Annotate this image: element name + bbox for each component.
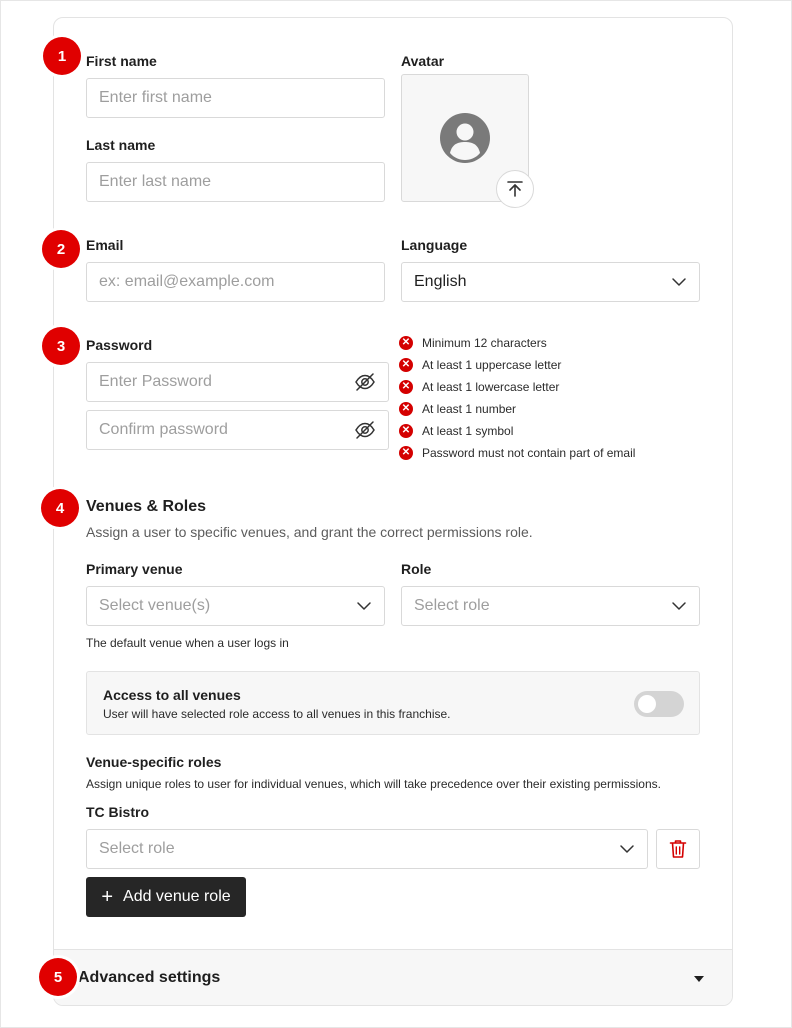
add-venue-role-label: Add venue role [123, 888, 231, 905]
chevron-down-icon [671, 598, 687, 614]
caret-down-icon [693, 974, 705, 984]
access-all-toggle[interactable] [634, 691, 684, 717]
access-all-desc: User will have selected role access to all venues in this franchise. [103, 707, 451, 721]
primary-venue-placeholder: Select venue(s) [99, 597, 211, 614]
last-name-input[interactable] [86, 162, 385, 202]
password-rule-text: At least 1 uppercase letter [422, 358, 562, 372]
step-badge-3: 3 [42, 327, 80, 365]
email-placeholder: ex: email@example.com [99, 273, 275, 290]
upload-avatar-button[interactable] [496, 170, 534, 208]
password-label: Password [86, 337, 153, 353]
password-rule [399, 380, 559, 394]
access-all-title: Access to all venues [103, 687, 241, 703]
avatar-label: Avatar [401, 53, 445, 69]
step-badge-5: 5 [39, 958, 77, 996]
step-badge-1: 1 [43, 37, 81, 75]
step-badge-4: 4 [41, 489, 79, 527]
venues-subtitle: Assign a user to specific venues, and grant the correct permissions role. [86, 524, 533, 540]
upload-icon [506, 180, 524, 198]
password-rule [399, 358, 561, 372]
password-rule [399, 402, 516, 416]
password-rule [399, 424, 513, 438]
error-x-icon: ✕ [399, 424, 413, 438]
advanced-settings-title: Advanced settings [78, 969, 221, 986]
language-select[interactable] [401, 262, 700, 302]
trash-icon [669, 839, 687, 859]
eye-off-icon[interactable] [354, 371, 376, 393]
chevron-down-icon [619, 841, 635, 857]
last-name-label: Last name [86, 137, 156, 153]
step-badge-2: 2 [42, 230, 80, 268]
primary-venue-label: Primary venue [86, 561, 183, 577]
password-placeholder: Enter Password [99, 373, 212, 390]
advanced-settings-header[interactable] [54, 949, 733, 1006]
plus-icon: + [101, 886, 114, 908]
password-rule [399, 446, 635, 460]
language-value: English [414, 273, 467, 290]
first-name-input[interactable] [86, 78, 385, 118]
user-form-card [53, 17, 733, 1006]
toggle-knob [638, 695, 656, 713]
language-label: Language [401, 237, 468, 253]
role-select[interactable] [401, 586, 700, 626]
eye-off-icon[interactable] [354, 419, 376, 441]
password-rule-text: Minimum 12 characters [422, 336, 547, 350]
primary-venue-help: The default venue when a user logs in [86, 636, 289, 650]
add-venue-role-button[interactable] [86, 877, 246, 917]
delete-venue-role-button[interactable] [656, 829, 700, 869]
venue-specific-title: Venue-specific roles [86, 754, 222, 770]
password-input[interactable] [86, 362, 389, 402]
error-x-icon: ✕ [399, 446, 413, 460]
primary-venue-select[interactable] [86, 586, 385, 626]
email-input[interactable] [86, 262, 385, 302]
venues-title: Venues & Roles [86, 498, 207, 515]
venue-role-select[interactable] [86, 829, 648, 869]
first-name-placeholder: Enter first name [99, 89, 212, 106]
user-avatar-icon [440, 113, 490, 163]
error-x-icon: ✕ [399, 380, 413, 394]
password-rule-text: At least 1 lowercase letter [422, 380, 560, 394]
password-rule-text: Password must not contain part of email [422, 446, 636, 460]
confirm-password-input[interactable] [86, 410, 389, 450]
role-placeholder: Select role [414, 597, 490, 614]
confirm-password-placeholder: Confirm password [99, 421, 228, 438]
password-rule [399, 336, 547, 350]
role-label: Role [401, 561, 432, 577]
password-rule-text: At least 1 number [422, 402, 517, 416]
error-x-icon: ✕ [399, 336, 413, 350]
venue-name-label: TC Bistro [86, 804, 149, 820]
first-name-label: First name [86, 53, 157, 69]
venue-specific-desc: Assign unique roles to user for individual venues, which will take precedence over their existing permissions. [86, 777, 661, 791]
last-name-placeholder: Enter last name [99, 173, 212, 190]
venue-role-placeholder: Select role [99, 840, 175, 857]
error-x-icon: ✕ [399, 402, 413, 416]
chevron-down-icon [356, 598, 372, 614]
email-label: Email [86, 237, 124, 253]
access-all-venues-panel [86, 671, 700, 735]
error-x-icon: ✕ [399, 358, 413, 372]
chevron-down-icon [671, 274, 687, 290]
password-rule-text: At least 1 symbol [422, 424, 514, 438]
